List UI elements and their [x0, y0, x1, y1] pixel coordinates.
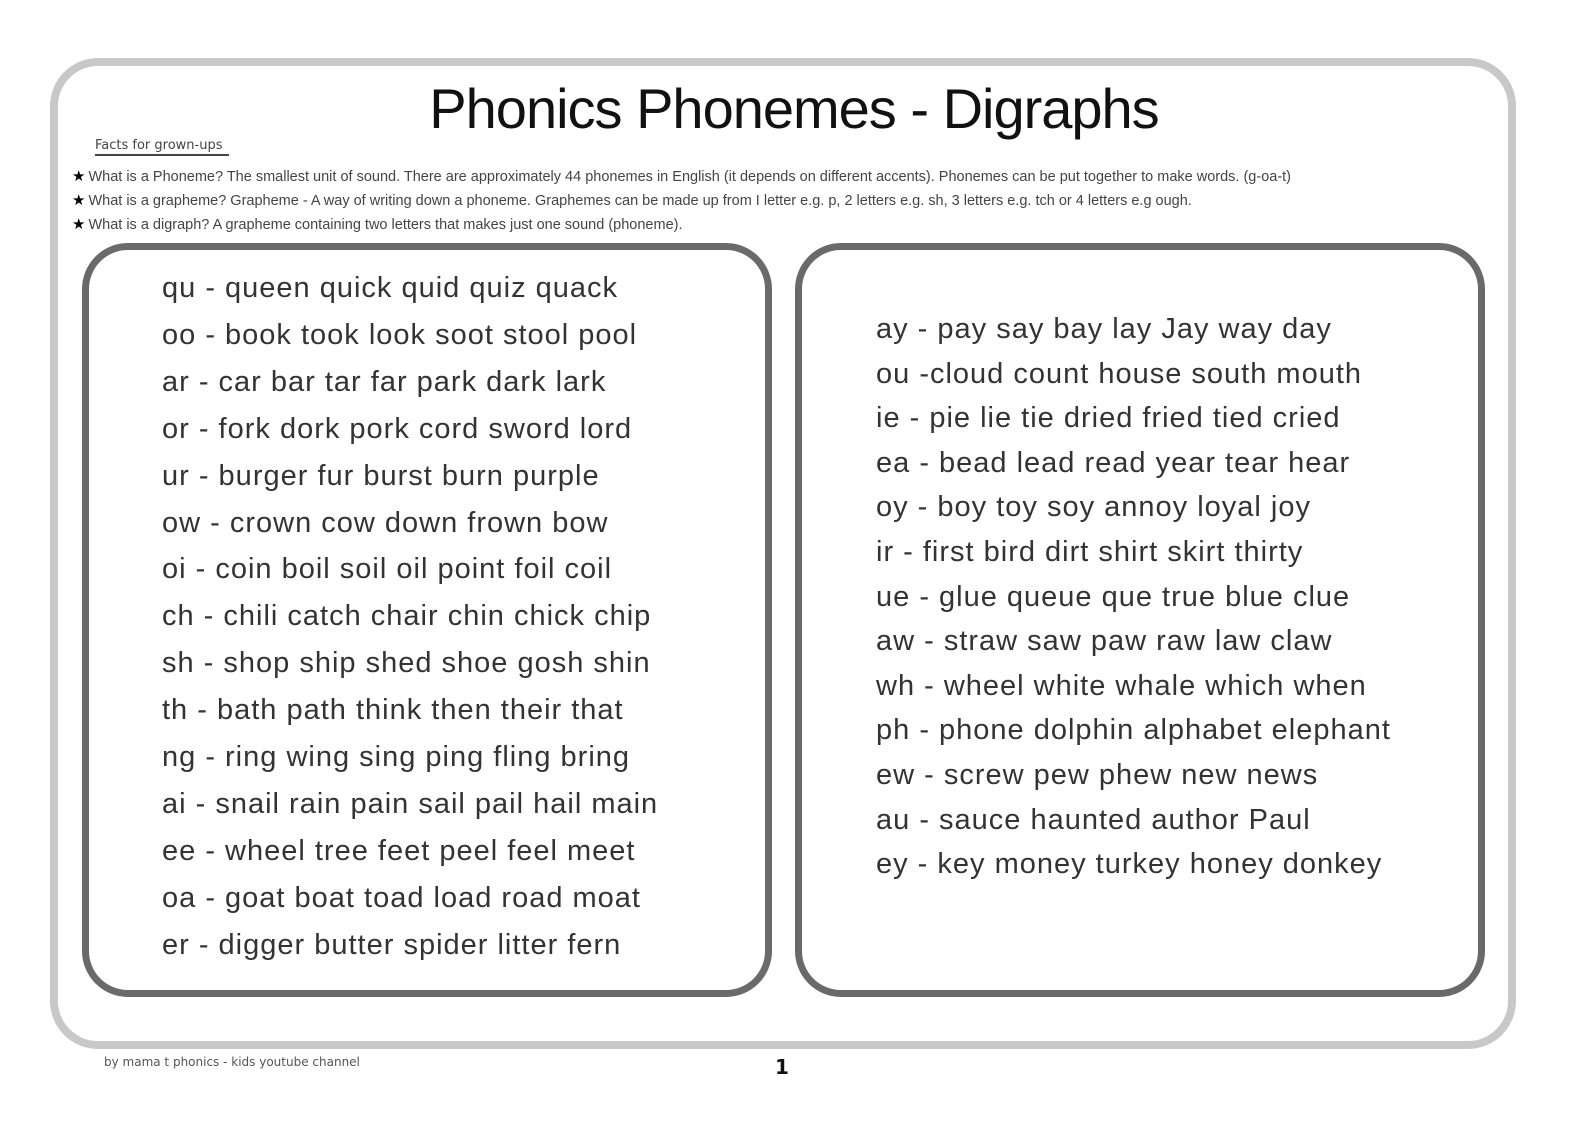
- facts-heading: Facts for grown-ups: [95, 138, 229, 156]
- left-digraph-line: ur - burger fur burst burn purple: [162, 459, 600, 492]
- right-digraph-line: ue - glue queue que true blue clue: [876, 580, 1351, 613]
- right-digraph-line: ir - first bird dirt shirt skirt thirty: [876, 536, 1304, 568]
- left-digraph-line: or - fork dork pork cord sword lord: [162, 412, 633, 445]
- left-digraph-line: oo - book took look soot stool pool: [162, 318, 638, 351]
- right-digraph-line: ay - pay say bay lay Jay way day: [876, 313, 1332, 345]
- left-digraph-line: ow - crown cow down frown bow: [162, 506, 609, 539]
- right-digraph-line: wh - wheel white whale which when: [876, 669, 1367, 702]
- fact-item: ★ What is a grapheme? Grapheme - A way of writing down a phoneme. Graphemes can be made up from I letter e.g. p, 2 letters e.g. sh, 3 letters e.g. tch or 4 letters e.g ough.: [72, 192, 1192, 209]
- right-digraph-line: ea - bead lead read year tear hear: [876, 446, 1351, 479]
- right-digraph-line: ie - pie lie tie dried fried tied cried: [876, 402, 1341, 435]
- left-digraph-line: er - digger butter spider litter fern: [162, 928, 622, 961]
- left-digraph-line: ng - ring wing sing ping fling bring: [162, 741, 631, 773]
- right-digraph-line: ey - key money turkey honey donkey: [876, 848, 1383, 881]
- left-digraph-line: qu - queen quick quid quiz quack: [162, 272, 619, 304]
- left-digraph-line: sh - shop ship shed shoe gosh shin: [162, 647, 651, 680]
- star-icon: ★: [72, 216, 86, 233]
- page-title: Phonics Phonemes - Digraphs: [429, 77, 1159, 140]
- left-digraph-line: ee - wheel tree feet peel feel meet: [162, 834, 636, 867]
- left-digraph-line: oi - coin boil soil oil point foil coil: [162, 553, 613, 586]
- right-digraph-line: ou -cloud count house south mouth: [876, 357, 1363, 390]
- left-digraph-line: ar - car bar tar far park dark lark: [162, 365, 607, 398]
- star-icon: ★: [72, 192, 86, 209]
- fact-item: ★ What is a digraph? A grapheme containing two letters that makes just one sound (phoneme).: [72, 216, 683, 233]
- left-digraph-line: ai - snail rain pain sail pail hail main: [162, 787, 659, 820]
- right-digraph-line: aw - straw saw paw raw law claw: [876, 625, 1333, 658]
- left-digraph-line: th - bath path think then their that: [162, 694, 624, 727]
- right-digraph-panel: [795, 243, 1485, 997]
- right-digraph-line: oy - boy toy soy annoy loyal joy: [876, 491, 1311, 524]
- page-number: 1: [775, 1055, 789, 1079]
- star-icon: ★: [72, 168, 86, 185]
- footer-credit: by mama t phonics - kids youtube channel: [104, 1055, 360, 1069]
- right-digraph-line: ew - screw pew phew new news: [876, 759, 1319, 791]
- right-digraph-line: ph - phone dolphin alphabet elephant: [876, 714, 1391, 747]
- facts-list: [72, 165, 1291, 237]
- left-digraph-line: oa - goat boat toad load road moat: [162, 881, 641, 914]
- left-digraph-line: ch - chili catch chair chin chick chip: [162, 600, 652, 633]
- fact-item: ★ What is a Phoneme? The smallest unit of sound. There are approximately 44 phonemes in English (it depends on different accents). Phonemes can be put together to make words. (g-oa-t): [72, 168, 1292, 185]
- right-digraph-line: au - sauce haunted author Paul: [876, 803, 1311, 836]
